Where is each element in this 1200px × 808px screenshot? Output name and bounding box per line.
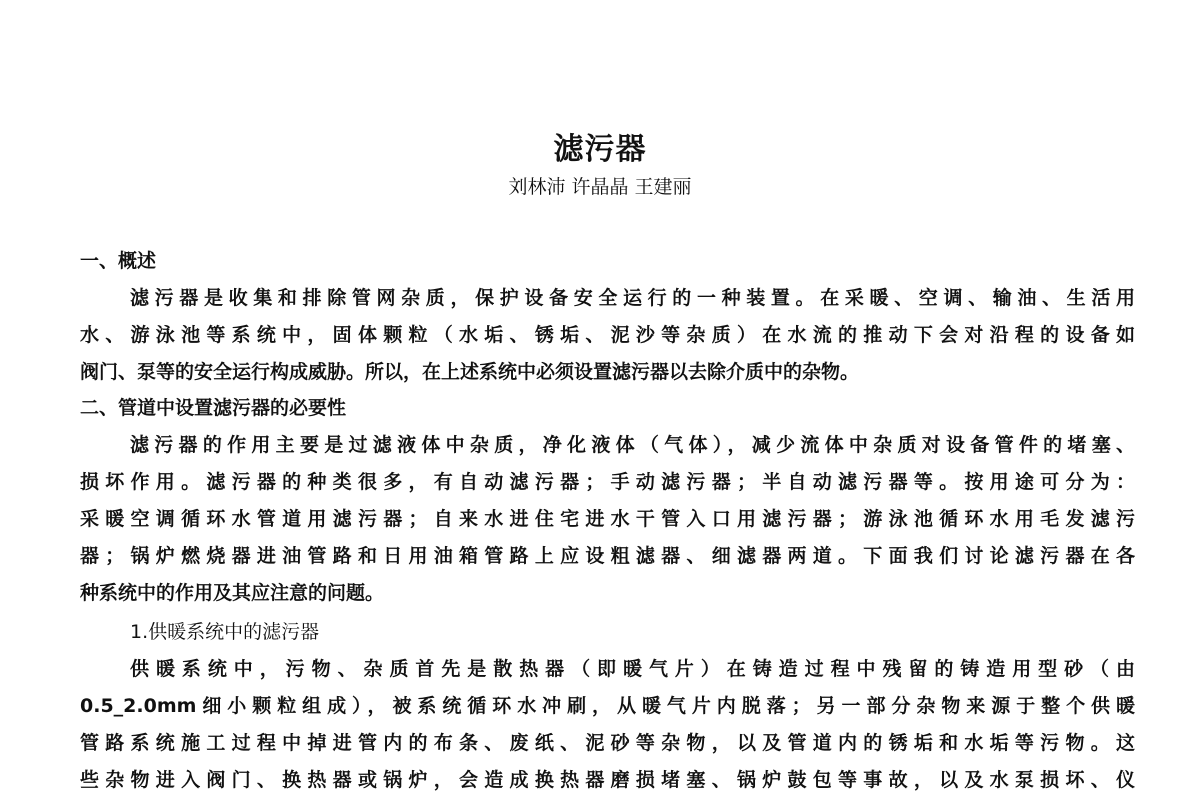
section-heading-overview: 一、概述 bbox=[80, 250, 157, 272]
paragraph-line: 滤污器的作用主要是过滤液体中杂质，净化液体（气体），减少流体中杂质对设备管件的堵塞、 bbox=[130, 434, 1135, 456]
paragraph-line: 滤污器是收集和排除管网杂质，保护设备安全运行的一种装置。在采暖、空调、输油、生活用 bbox=[130, 287, 1135, 309]
paragraph-line: 器；锅炉燃烧器进油管路和日用油箱管路上应设粗滤器、细滤器两道。下面我们讨论滤污器在各 bbox=[80, 545, 1135, 567]
paragraph-line: 水、游泳池等系统中，固体颗粒（水垢、锈垢、泥沙等杂质）在水流的推动下会对沿程的设备如 bbox=[80, 324, 1135, 346]
paragraph-line: 管路系统施工过程中掉进管内的布条、废纸、泥砂等杂物，以及管道内的锈垢和水垢等污物。这 bbox=[80, 732, 1135, 754]
paragraph-line: 供暖系统中，污物、杂质首先是散热器（即暖气片）在铸造过程中残留的铸造用型砂（由 bbox=[130, 658, 1135, 680]
paragraph-line: 损坏作用。滤污器的种类很多，有自动滤污器；手动滤污器；半自动滤污器等。按用途可分为： bbox=[80, 471, 1135, 493]
paragraph-line: 些杂物进入阀门、换热器或锅炉，会造成换热器磨损堵塞、锅炉鼓包等事故，以及水泵损坏、仪 bbox=[80, 769, 1135, 791]
paragraph-line: 采暖空调循环水管道用滤污器；自来水进住宅进水干管入口用滤污器；游泳池循环水用毛发滤污 bbox=[80, 508, 1135, 530]
authors: 刘林沛 许晶晶 王建丽 bbox=[508, 176, 692, 198]
paragraph-line: 阀门、泵等的安全运行构成威胁。所以，在上述系统中必须设置滤污器以去除介质中的杂物。 bbox=[80, 361, 860, 383]
paragraph-line: 种系统中的作用及其应注意的问题。 bbox=[80, 582, 385, 604]
section-heading-necessity: 二、管道中设置滤污器的必要性 bbox=[80, 397, 347, 419]
document-title: 滤污器 bbox=[553, 132, 647, 167]
paragraph-line: 0.5_2.0mm细小颗粒组成），被系统循环水冲刷，从暖气片内脱落；另一部分杂物来源于整个供暖 bbox=[80, 695, 1135, 717]
subsection-heading-heating: 1.供暖系统中的滤污器 bbox=[130, 621, 320, 643]
